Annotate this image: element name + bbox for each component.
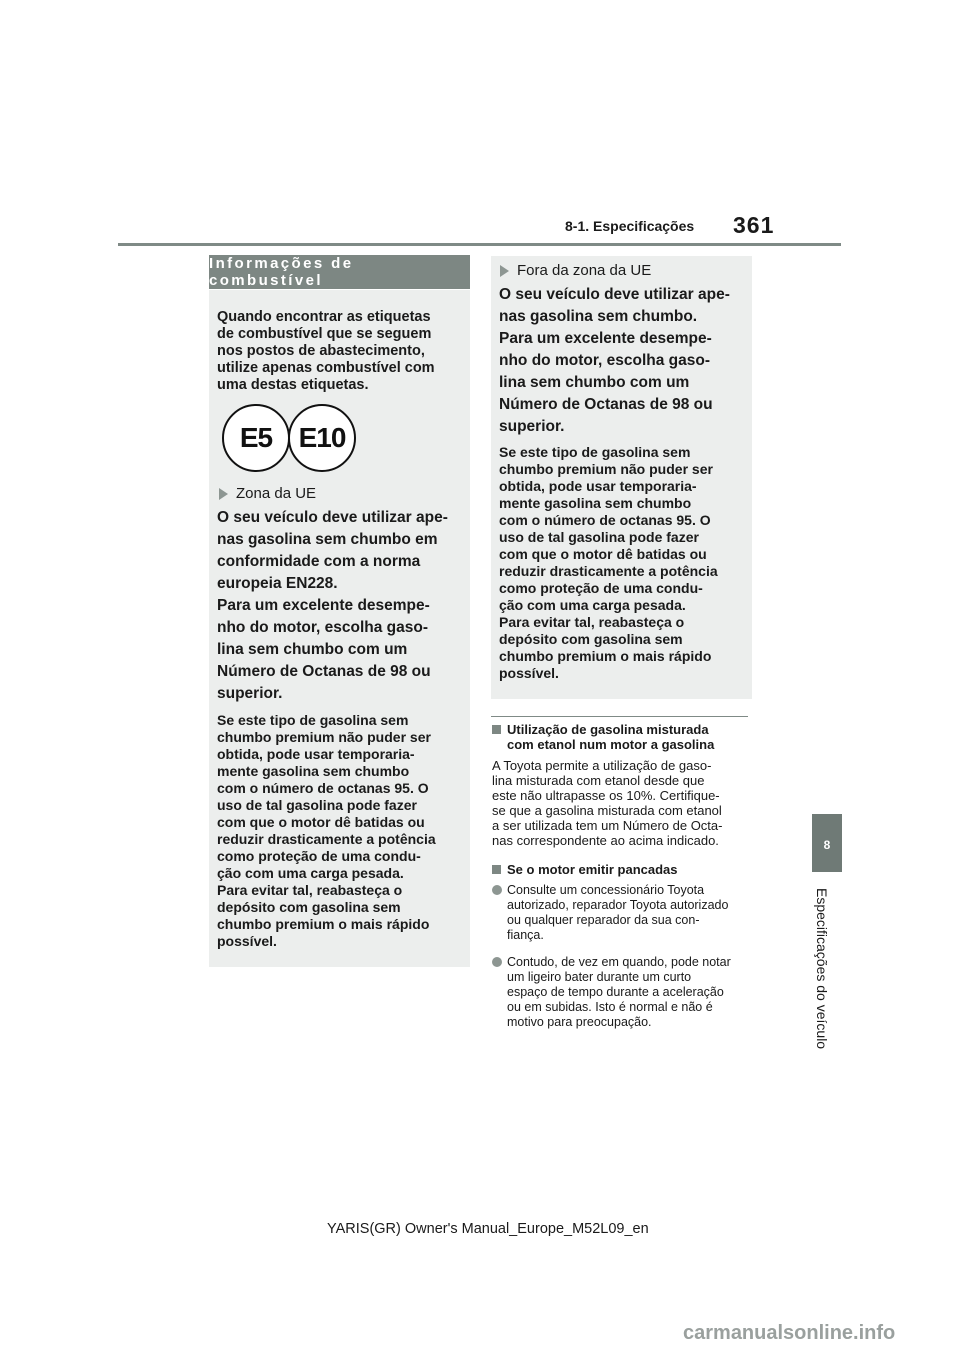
text-line: Para evitar tal, reabasteça o xyxy=(499,614,685,630)
text-line: com o número de octanas 95. O xyxy=(499,512,711,528)
ethanol-heading xyxy=(492,722,750,752)
triangle-bullet-icon xyxy=(500,265,509,277)
chapter-number: 8 xyxy=(823,838,831,852)
text-line: com o número de octanas 95. O xyxy=(217,780,429,796)
text-line: autorizado, reparador Toyota autorizado xyxy=(507,898,729,912)
text-line: nas correspondente ao acima indicado. xyxy=(492,833,719,848)
triangle-bullet-icon xyxy=(219,488,228,500)
text-line: Consulte um concessionário Toyota xyxy=(507,883,705,897)
text-line: de combustível que se seguem xyxy=(217,326,432,342)
text-line: O seu veículo deve utilizar ape- xyxy=(499,286,730,303)
text-line: mente gasolina sem chumbo xyxy=(217,763,410,779)
page-number: 361 xyxy=(733,212,775,238)
text-line: chumbo premium não puder ser xyxy=(499,461,713,477)
text-line: possível. xyxy=(217,933,277,949)
non-eu-fallback-note xyxy=(499,444,751,682)
fuel-labels xyxy=(222,404,356,472)
header-divider xyxy=(118,243,841,246)
text-line: nos postos de abastecimento, xyxy=(217,343,425,359)
text-line: nho do motor, escolha gaso- xyxy=(217,619,428,636)
text-line: Número de Octanas de 98 ou xyxy=(499,396,713,413)
text-line: possível. xyxy=(499,665,559,681)
text-line: nas gasolina sem chumbo em xyxy=(217,531,438,548)
text-line: ou em subidas. Isto é normal e não é xyxy=(507,1000,713,1014)
site-watermark: carmanualsonline.info xyxy=(683,1322,896,1344)
text-line: Quando encontrar as etiquetas xyxy=(217,309,431,325)
text-line: nas gasolina sem chumbo. xyxy=(499,308,698,325)
text-line: chumbo premium não puder ser xyxy=(217,729,431,745)
eu-requirement xyxy=(217,507,469,705)
text-line: Para um excelente desempe- xyxy=(217,597,430,614)
text-line: como proteção de uma condu- xyxy=(499,580,703,596)
text-line: Número de Octanas de 98 ou xyxy=(217,663,431,680)
text-line: um ligeiro bater durante um curto xyxy=(507,970,692,984)
non-eu-zone-heading xyxy=(500,262,651,279)
text-line: obtida, pode usar temporaria- xyxy=(499,478,697,494)
text-line: depósito com gasolina sem xyxy=(499,631,683,647)
e10-fuel-label: E10 xyxy=(288,404,356,472)
text-line: com que o motor dê batidas ou xyxy=(499,546,707,562)
text-line: se que a gasolina misturada com etanol xyxy=(492,803,722,818)
text-line: como proteção de uma condu- xyxy=(217,848,421,864)
text-line: superior. xyxy=(217,685,283,702)
text-line: uso de tal gasolina pode fazer xyxy=(217,797,417,813)
text-line: Se este tipo de gasolina sem xyxy=(217,712,409,728)
text-line: este não ultrapasse os 10%. Certifique- xyxy=(492,788,720,803)
fuel-info-title: Informações de combustível xyxy=(209,255,470,289)
knock-heading xyxy=(492,862,750,877)
text-line: uso de tal gasolina pode fazer xyxy=(499,529,699,545)
text-line: O seu veículo deve utilizar ape- xyxy=(217,509,448,526)
zone-label: Fora da zona da UE xyxy=(517,262,652,279)
knock-bullet xyxy=(492,883,752,943)
fuel-label-intro xyxy=(217,309,467,394)
text-line: chumbo premium o mais rápido xyxy=(217,916,430,932)
text-line: europeia EN228. xyxy=(217,575,338,592)
text-line: com etanol num motor a gasolina xyxy=(507,737,715,752)
text-line: utilize apenas combustível com xyxy=(217,360,435,376)
section-divider xyxy=(491,716,748,717)
text-line: nho do motor, escolha gaso- xyxy=(499,352,710,369)
square-bullet-icon xyxy=(492,725,501,734)
circle-bullet-icon xyxy=(492,957,502,967)
eu-zone-heading xyxy=(219,485,316,502)
text-line: ção com uma carga pesada. xyxy=(499,597,686,613)
ethanol-body xyxy=(492,758,752,848)
text-line: com que o motor dê batidas ou xyxy=(217,814,425,830)
text-line: chumbo premium o mais rápido xyxy=(499,648,712,664)
text-line: lina misturada com etanol desde que xyxy=(492,773,705,788)
text-line: A Toyota permite a utilização de gaso- xyxy=(492,758,712,773)
text-line: conformidade com a norma xyxy=(217,553,421,570)
text-line: lina sem chumbo com um xyxy=(217,641,408,658)
eu-fallback-note xyxy=(217,712,469,950)
text-line: Se este tipo de gasolina sem xyxy=(499,444,691,460)
e5-fuel-label: E5 xyxy=(222,404,290,472)
section-title: 8-1. Especificações xyxy=(565,218,695,234)
text-line: Contudo, de vez em quando, pode notar xyxy=(507,955,731,969)
zone-label: Zona da UE xyxy=(236,485,317,502)
text-line: fiança. xyxy=(507,928,544,942)
heading-text: Se o motor emitir pancadas xyxy=(507,862,678,877)
non-eu-requirement xyxy=(499,284,751,438)
text-line: Utilização de gasolina misturada xyxy=(507,722,709,737)
text-line: mente gasolina sem chumbo xyxy=(499,495,692,511)
text-line: superior. xyxy=(499,418,565,435)
text-line: reduzir drasticamente a potência xyxy=(499,563,718,579)
text-line: espaço de tempo durante a aceleração xyxy=(507,985,724,999)
square-bullet-icon xyxy=(492,865,501,874)
text-line: ou qualquer reparador da sua con- xyxy=(507,913,700,927)
manual-footer: YARIS(GR) Owner's Manual_Europe_M52L09_en xyxy=(327,1221,649,1237)
text-line: ção com uma carga pesada. xyxy=(217,865,404,881)
text-line: reduzir drasticamente a potência xyxy=(217,831,436,847)
chapter-label: Especificações do veículo xyxy=(814,888,830,1050)
text-line: motivo para preocupação. xyxy=(507,1015,652,1029)
text-line: uma destas etiquetas. xyxy=(217,377,369,393)
circle-bullet-icon xyxy=(492,885,502,895)
knock-bullet xyxy=(492,955,752,1030)
text-line: a ser utilizada tem um Número de Octa- xyxy=(492,818,723,833)
text-line: lina sem chumbo com um xyxy=(499,374,690,391)
text-line: depósito com gasolina sem xyxy=(217,899,401,915)
text-line: Para evitar tal, reabasteça o xyxy=(217,882,403,898)
text-line: obtida, pode usar temporaria- xyxy=(217,746,415,762)
text-line: Para um excelente desempe- xyxy=(499,330,712,347)
chapter-tab xyxy=(812,814,842,872)
